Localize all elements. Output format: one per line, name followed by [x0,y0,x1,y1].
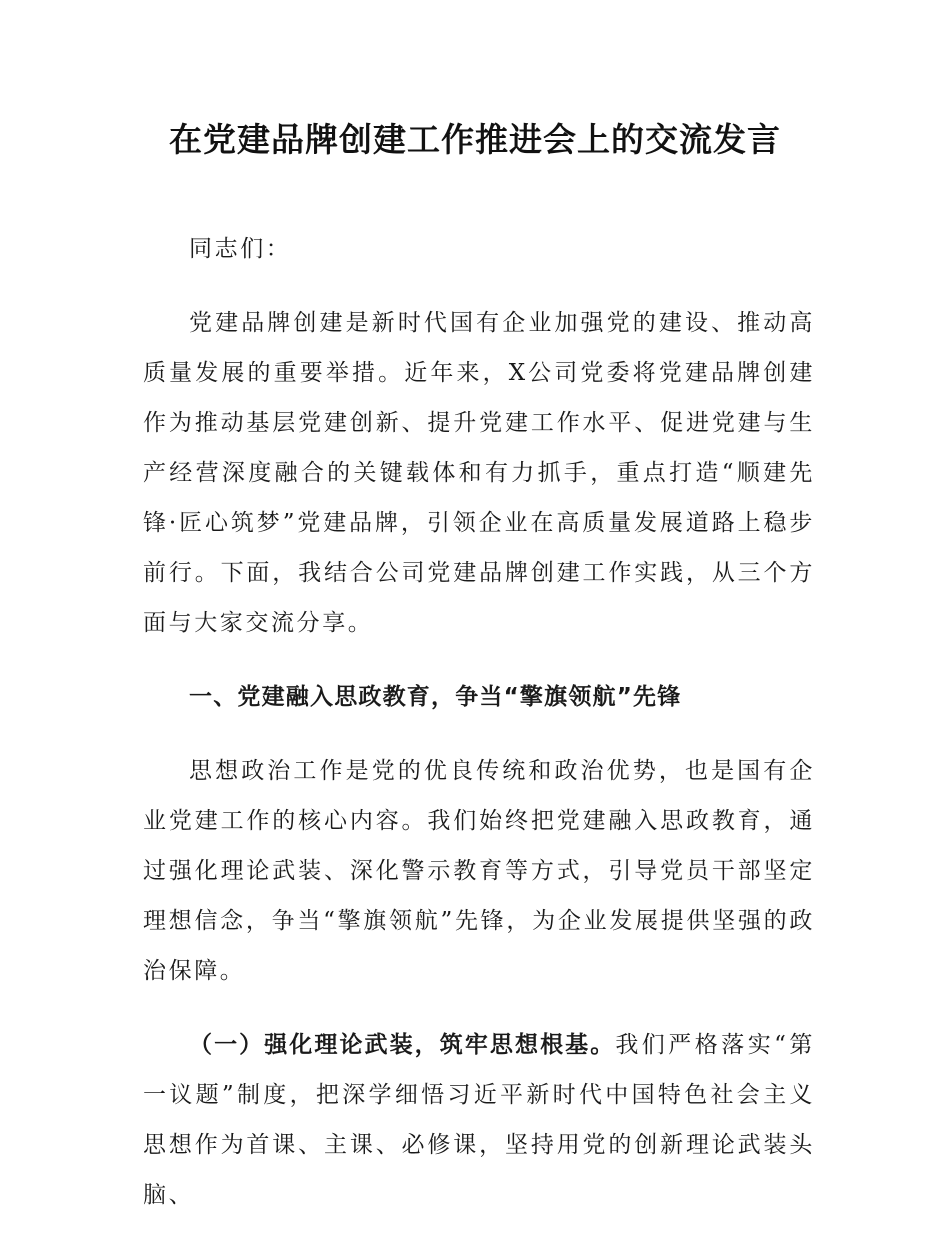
document-body [143,224,815,1244]
section-heading: 一、党建融入思政教育，争当“擎旗领航”先锋 [189,684,682,710]
section-paragraph: 思想政治工作是党的优良传统和政治优势，也是国有企业党建工作的核心内容。我们始终把党建融入思政教育，通过强化理论武装、深化警示教育等方式，引导党员干部坚定理想信念，争当“擎旗领航”先锋，为企业发展提供坚强的政治保障。 [143,758,815,984]
intro-paragraph: 党建品牌创建是新时代国有企业加强党的建设、推动高质量发展的重要举措。近年来，X公司党委将党建品牌创建作为推动基层党建创新、提升党建工作水平、促进党建与生产经营深度融合的关键载体和有力抓手，重点打造“顺建先锋·匠心筑梦”党建品牌，引领企业在高质量发展道路上稳步前行。下面，我结合公司党建品牌创建工作实践，从三个方面与大家交流分享。 [143,310,815,636]
subsection-text: 我们严格落实“第一议题”制度，把深学细悟习近平新时代中国特色社会主义思想作为首课、主课、必修课，坚持用党的创新理论武装头脑、 [143,1032,816,1208]
subsection-paragraph [143,1020,815,1220]
greeting: 同志们： [189,236,292,262]
subsection-lead: （一）强化理论武装，筑牢思想根基。 [189,1032,616,1058]
document-title: 在党建品牌创建工作推进会上的交流发言 [169,120,781,159]
